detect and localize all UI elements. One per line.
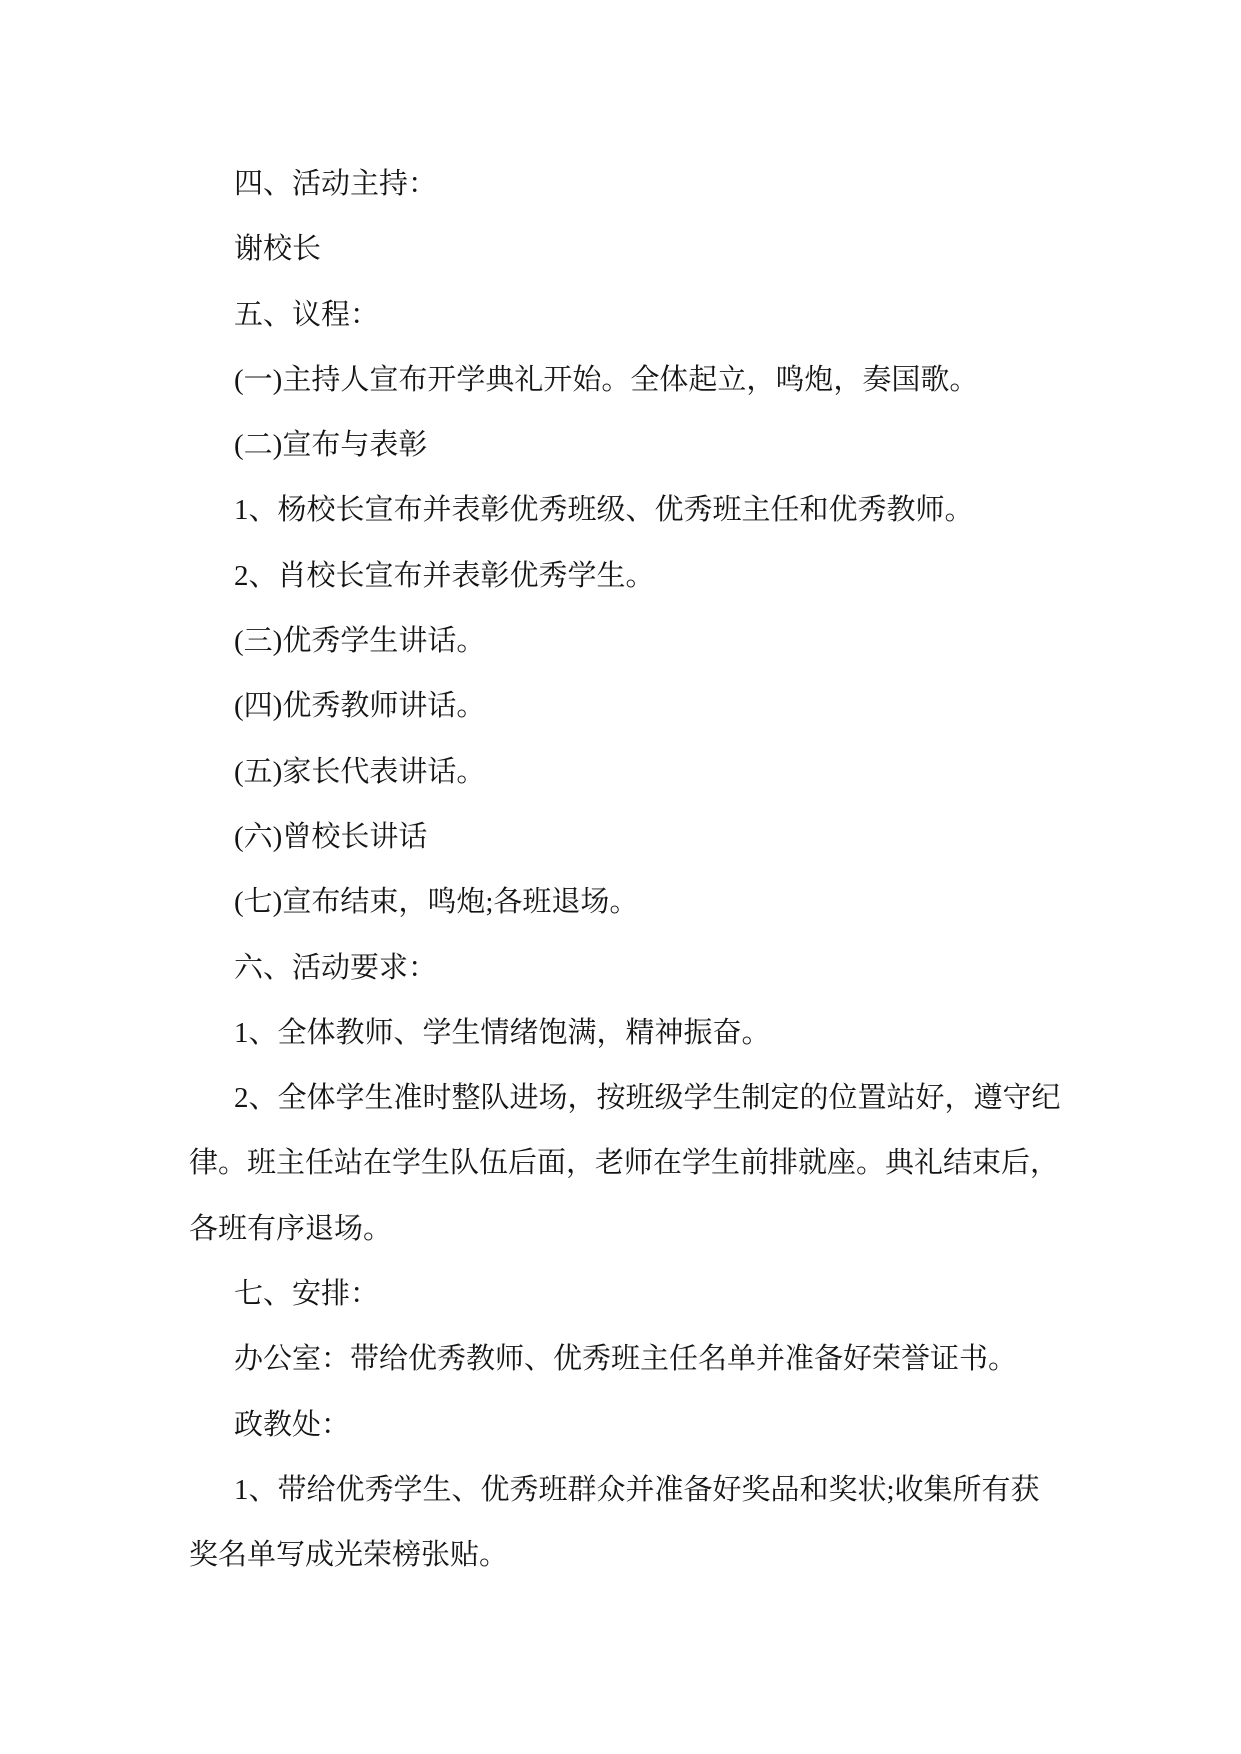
agenda-item-3: (三)优秀学生讲话。: [234, 625, 486, 658]
agenda-item-1: (一)主持人宣布开学典礼开始。全体起立，鸣炮，奏国歌。: [234, 363, 979, 396]
agenda-item-2-sub-2: 2、肖校长宣布并表彰优秀学生。: [234, 559, 655, 592]
requirement-2-line-2: 律。班主任站在学生队伍后面，老师在学生前排就座。典礼结束后，: [189, 1147, 1060, 1180]
section-heading-arrangements: 七、安排：: [234, 1278, 380, 1311]
requirement-2-line-3: 各班有序退场。: [189, 1212, 393, 1245]
section-heading-requirements: 六、活动要求：: [234, 951, 438, 984]
requirement-1: 1、全体教师、学生情绪饱满，精神振奋。: [234, 1016, 771, 1049]
arrangement-political-item-1-line-1: 1、带给优秀学生、优秀班群众并准备好奖品和奖状;收集所有获: [234, 1473, 1040, 1506]
document-body: [189, 152, 1189, 1589]
arrangement-political-item-1-line-2: 奖名单写成光荣榜张贴。: [189, 1539, 509, 1572]
section-heading-host: 四、活动主持：: [234, 168, 438, 200]
agenda-item-6: (六)曾校长讲话: [234, 820, 428, 853]
arrangement-office: 办公室：带给优秀教师、优秀班主任名单并准备好荣誉证书。: [234, 1343, 1018, 1376]
agenda-item-5: (五)家长代表讲话。: [234, 755, 486, 788]
agenda-item-2-sub-1: 1、杨校长宣布并表彰优秀班级、优秀班主任和优秀教师。: [234, 494, 974, 527]
host-name: 谢校长: [234, 233, 322, 266]
agenda-item-4: (四)优秀教师讲话。: [234, 690, 486, 723]
section-heading-agenda: 五、议程：: [234, 298, 380, 331]
agenda-item-2: (二)宣布与表彰: [234, 429, 428, 462]
agenda-item-7: (七)宣布结束，鸣炮;各班退场。: [234, 886, 639, 919]
requirement-2-line-1: 2、全体学生准时整队进场，按班级学生制定的位置站好，遵守纪: [234, 1082, 1061, 1115]
arrangement-political-office-heading: 政教处：: [234, 1408, 351, 1441]
